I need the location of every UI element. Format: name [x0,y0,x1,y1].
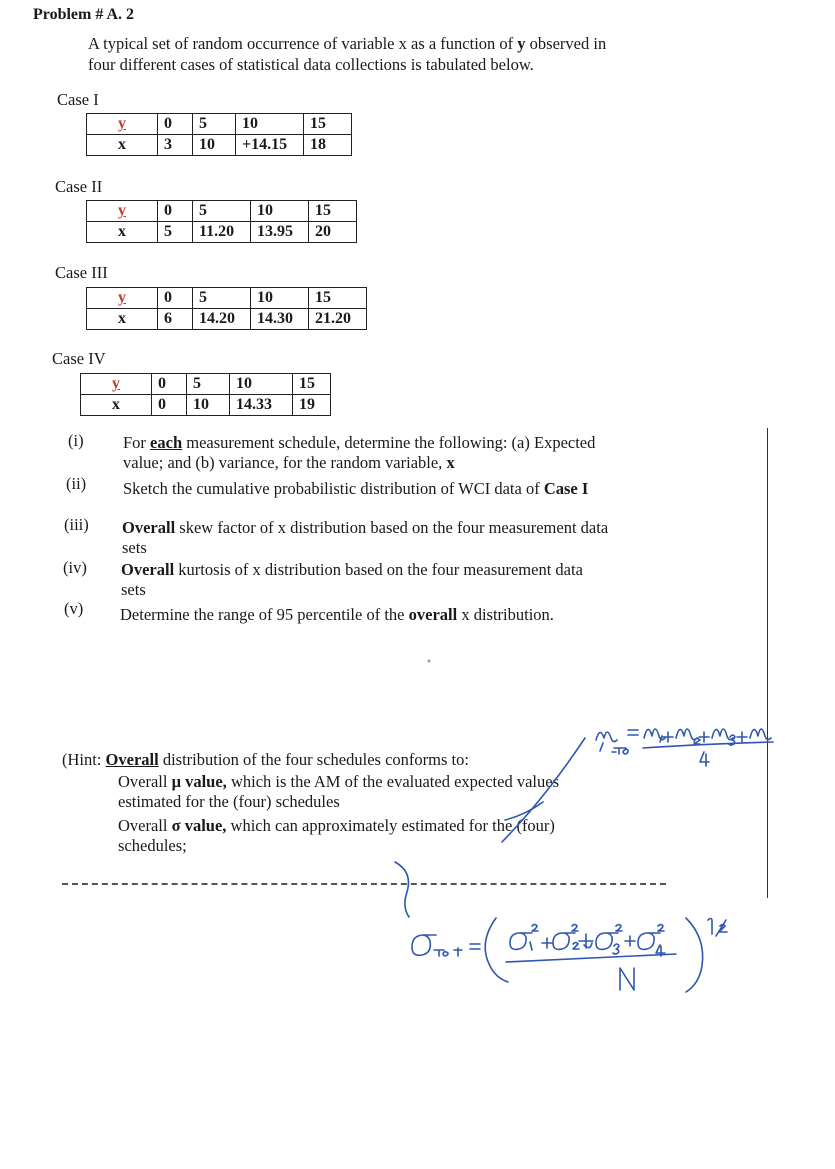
handwritten-sigma-formula [412,918,727,992]
table-cell: 13.95 [251,222,309,243]
q2-text-a: Sketch the cumulative probabilistic distribution of WCI data of [123,479,544,498]
case-label-3: Case III [55,263,108,282]
handwritten-arrow-curve [395,862,409,917]
row-label-x: x [87,309,158,330]
table-cell: 5 [193,201,251,222]
table-cell: 14.30 [251,309,309,330]
intro-y: y [517,34,526,53]
hint-l4-a: Overall [118,816,172,835]
hint-l2-a: Overall [118,772,172,791]
hint-sigma: σ value, [171,816,227,835]
table-cell: 10 [236,114,304,135]
row-label-x: x [87,135,158,156]
row-label-y: y [87,114,158,135]
table-cell: 14.20 [193,309,251,330]
table-cell: 15 [309,201,357,222]
q4-overall: Overall [121,560,175,579]
q5-text-b: x distribution. [457,605,554,624]
q1-x: x [446,453,455,472]
table-cell: 10 [251,288,309,309]
q1-text-a: For [123,433,151,452]
table-cell: 10 [230,374,293,395]
hint-overall: Overall [105,750,159,769]
table-cell: 21.20 [309,309,367,330]
table-cell: 5 [193,114,236,135]
table-cell: 10 [251,201,309,222]
case-label-1: Case I [57,90,99,109]
case-label-2: Case II [55,177,103,196]
q3-text-b: sets [122,538,147,557]
question-2-number: (ii) [66,474,87,493]
hint-l2-b: which is the AM of the evaluated expected values [226,772,559,791]
table-cell: 19 [293,395,331,416]
hint-l5: schedules; [118,836,187,855]
hint-l4-b: which can approximately estimated for the (four) [226,816,555,835]
table-cell: 3 [158,135,193,156]
question-1-number: (i) [68,431,84,450]
hint-line1: distribution of the four schedules conforms to: [158,750,469,769]
table-cell: 10 [187,395,230,416]
table-cell: 0 [158,201,193,222]
intro-line1-end: observed in [525,34,607,53]
intro-line2: four different cases of statistical data collections is tabulated below. [88,55,534,74]
table-cell: 5 [187,374,230,395]
question-4-number: (iv) [63,558,87,577]
q1-each: each [150,433,183,452]
row-label-y: y [87,201,158,222]
q4-text-a: kurtosis of x distribution based on the four measurement data [174,560,583,579]
table-cell: 0 [158,288,193,309]
question-3-number: (iii) [64,515,89,534]
table-cell: 20 [309,222,357,243]
q4-text-b: sets [121,580,146,599]
table-cell: 0 [152,374,187,395]
table-cell: 5 [193,288,251,309]
case-label-4: Case IV [52,349,106,368]
pencil-dot [428,660,431,663]
table-cell: 5 [158,222,193,243]
table-cell: 11.20 [193,222,251,243]
row-label-x: x [87,222,158,243]
q3-text-a: skew factor of x distribution based on the four measurement data [175,518,609,537]
q2-case: Case I [543,479,589,498]
handwritten-mu-formula [502,729,773,842]
row-label-y: y [81,374,152,395]
table-cell: 18 [304,135,352,156]
table-cell: 10 [193,135,236,156]
table-cell: 15 [309,288,367,309]
row-label-y: y [87,288,158,309]
question-5-number: (v) [64,599,84,618]
table-cell: 14.33 [230,395,293,416]
row-label-x: x [81,395,152,416]
hint-l3: estimated for the (four) schedules [118,792,340,811]
problem-title: Problem # A. 2 [33,6,135,23]
table-cell: 0 [152,395,187,416]
q1-text-b: measurement schedule, determine the following: (a) Expected [182,433,596,452]
table-cell: +14.15 [236,135,304,156]
table-cell: 0 [158,114,193,135]
intro-line1: A typical set of random occurrence of variable x as a function of [88,34,518,53]
q5-overall: overall [408,605,458,624]
table-cell: 15 [293,374,331,395]
q3-overall: Overall [122,518,176,537]
q5-text-a: Determine the range of 95 percentile of the [120,605,409,624]
table-cell: 15 [304,114,352,135]
hint-mu: μ value, [171,772,227,791]
table-cell: 6 [158,309,193,330]
q1-text-c: value; and (b) variance, for the random variable, [123,453,447,472]
hint-prefix: (Hint: [62,750,106,769]
